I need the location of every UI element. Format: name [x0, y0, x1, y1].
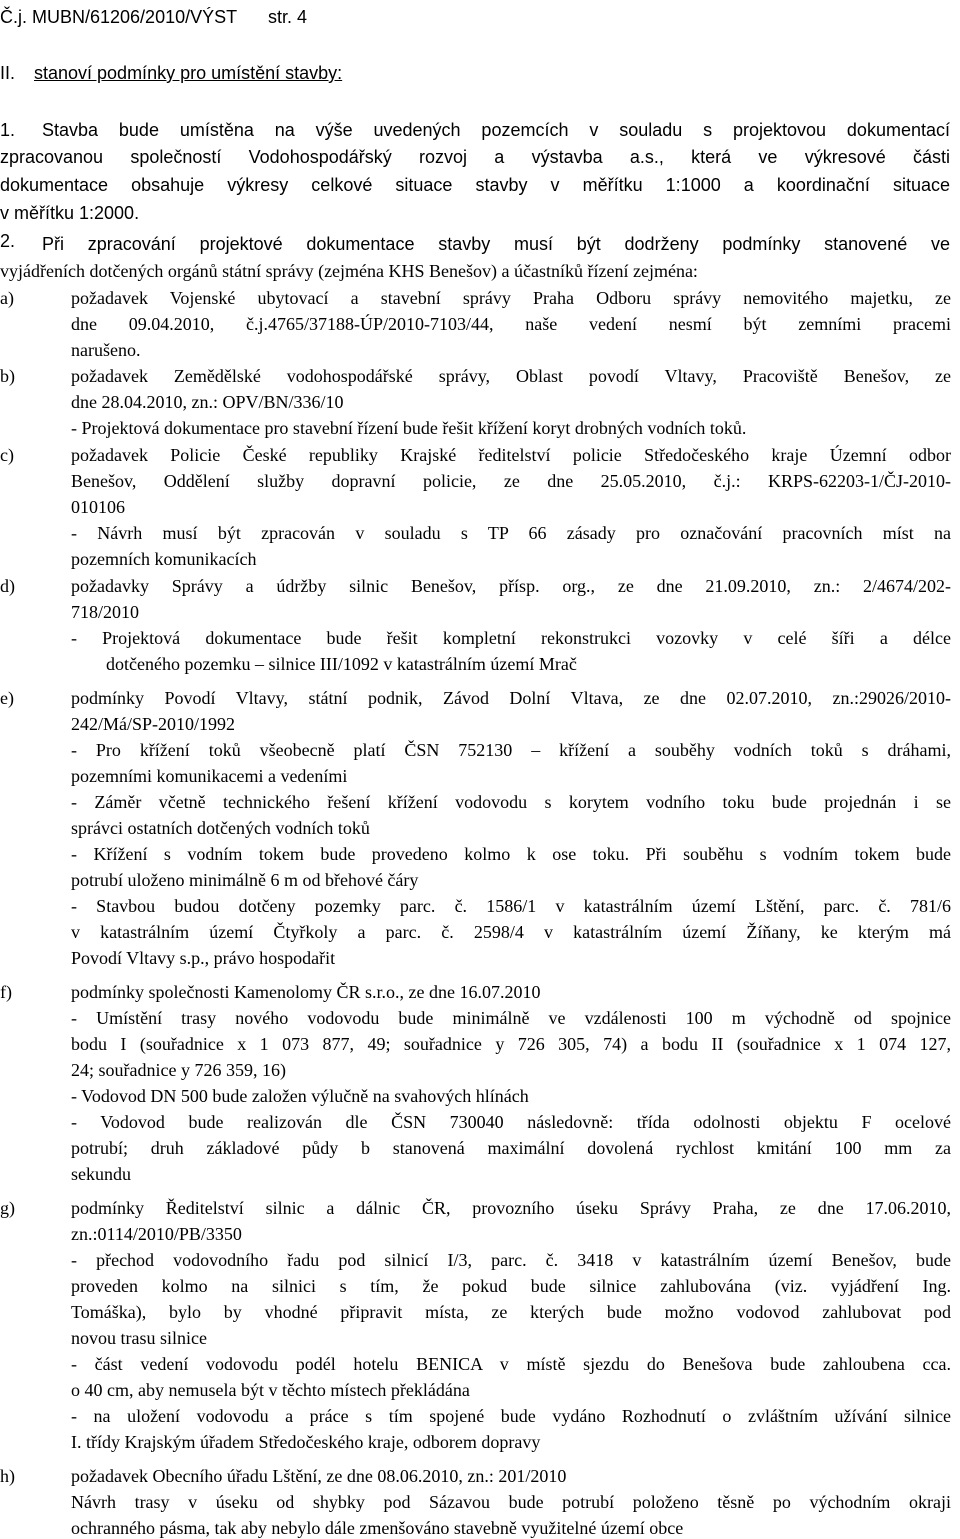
item-line: dne 09.04.2010, č.j.4765/37188-ÚP/2010-7103/44, naše vedení nesmí být zemními pracemi	[71, 314, 951, 334]
item-line: Povodí Vltavy s.p., právo hospodařit	[71, 948, 336, 968]
item-line: potrubí; druh základové půdy b stanovená maximální dovolená rychlost kmitání 100 mm za	[71, 1138, 951, 1158]
section-title: stanoví podmínky pro umístění stavby:	[34, 63, 343, 83]
item-line: zn.:0114/2010/PB/3350	[71, 1224, 242, 1244]
paragraph-line: v měřítku 1:2000.	[0, 203, 140, 223]
item-line: o 40 cm, aby nemusela být v těchto místech překládána	[71, 1380, 470, 1400]
item-line: potrubí uloženo minimálně 6 m od břehové čáry	[71, 870, 419, 890]
paragraph-number: 1.	[0, 120, 16, 140]
document-reference: Č.j. MUBN/61206/2010/VÝST	[0, 7, 238, 27]
item-line: - Vodovod DN 500 bude založen výlučně na svahových hlínách	[71, 1086, 529, 1106]
item-line: dne 28.04.2010, zn.: OPV/BN/336/10	[71, 392, 344, 412]
item-line: Benešov, Oddělení služby dopravní policie, ze dne 25.05.2010, č.j.: KRPS-62203-1/ČJ-2010-	[71, 471, 951, 491]
item-line: - část vedení vodovodu podél hotelu BENICA v místě sjezdu do Benešova bude zahloubena cca.	[71, 1354, 951, 1374]
item-line: - Stavbou budou dotčeny pozemky parc. č. 1586/1 v katastrálním území Lštění, parc. č. 781/6	[71, 896, 951, 916]
item-line: dotčeného pozemku – silnice III/1092 v katastrálním území Mrač	[106, 654, 577, 674]
item-line: ochranného pásma, tak aby nebylo dále zmenšováno stavebně využitelné území obce	[71, 1518, 684, 1538]
item-line: - Pro křížení toků všeobecně platí ČSN 752130 – křížení a souběhy vodních toků s dráhami,	[71, 740, 951, 760]
item-line: Návrh trasy v úseku od shybky pod Sázavou bude potrubí položeno těsně po východním okraji	[71, 1492, 951, 1512]
item-line: Tomáška), bylo by vhodné připravit místa, ze kterých bude možno vodovod zahlubovat pod	[71, 1302, 951, 1322]
item-line: I. třídy Krajským úřadem Středočeského kraje, odborem dopravy	[71, 1432, 541, 1452]
item-line: v katastrálním území Čtyřkoly a parc. č. 2598/4 v katastrálním území Žíňany, ke kterým má	[71, 922, 951, 942]
item-line: správci ostatních dotčených vodních toků	[71, 818, 370, 838]
item-label-d: d)	[0, 576, 15, 596]
item-label-h: h)	[0, 1466, 15, 1486]
item-label-g: g)	[0, 1198, 15, 1218]
item-line: podmínky společnosti Kamenolomy ČR s.r.o., ze dne 16.07.2010	[71, 982, 541, 1002]
item-line: - Projektová dokumentace pro stavební řízení bude řešit křížení koryt drobných vodních toků.	[71, 418, 747, 438]
item-label-f: f)	[0, 982, 12, 1002]
item-line: sekundu	[71, 1164, 131, 1184]
item-line: požadavky Správy a údržby silnic Benešov, přísp. org., ze dne 21.09.2010, zn.: 2/4674/202-	[71, 576, 951, 596]
page-number: str. 4	[268, 7, 308, 27]
item-line: - přechod vodovodního řadu pod silnicí I/3, parc. č. 3418 v katastrálním území Benešov, bude	[71, 1250, 951, 1270]
item-line: - Křížení s vodním tokem bude provedeno kolmo k ose toku. Při souběhu s vodním tokem bude	[71, 844, 951, 864]
item-line: proveden kolmo na silnici s tím, že pokud bude silnice zahlubována (viz. vyjádření Ing.	[71, 1276, 951, 1296]
item-line: podmínky Ředitelství silnic a dálnic ČR, provozního úseku Správy Praha, ze dne 17.06.2010,	[71, 1198, 951, 1218]
item-line: pozemními komunikacemi a vedeními	[71, 766, 348, 786]
item-line: požadavek Zemědělské vodohospodářské správy, Oblast povodí Vltavy, Pracoviště Benešov, ze	[71, 366, 951, 386]
item-line: - Návrh musí být zpracován v souladu s TP 66 zásady pro označování pracovních míst na	[71, 523, 951, 543]
item-label-c: c)	[0, 445, 14, 465]
item-line: - Projektová dokumentace bude řešit kompletní rekonstrukci vozovky v celé šíři a délce	[71, 628, 951, 648]
paragraph-line: vyjádřeních dotčených orgánů státní správy (zejména KHS Benešov) a účastníků řízení zejména:	[0, 261, 698, 281]
paragraph-line: Při zpracování projektové dokumentace stavby musí být dodrženy podmínky stanovené ve	[42, 234, 950, 254]
paragraph-line: dokumentace obsahuje výkresy celkové situace stavby v měřítku 1:1000 a koordinační situace	[0, 175, 950, 195]
paragraph-number: 2.	[0, 231, 16, 251]
item-line: požadavek Vojenské ubytovací a stavební správy Praha Odboru správy nemovitého majetku, ze	[71, 288, 951, 308]
paragraph-line: Stavba bude umístěna na výše uvedených pozemcích v souladu s projektovou dokumentací	[42, 120, 950, 140]
item-line: - Umístění trasy nového vodovodu bude minimálně ve vzdálenosti 100 m východně od spojnice	[71, 1008, 951, 1028]
item-line: - na uložení vodovodu a práce s tím spojené bude vydáno Rozhodnutí o zvláštním užívání silnice	[71, 1406, 951, 1426]
paragraph-line: zpracovanou společností Vodohospodářský rozvoj a výstavba a.s., která ve výkresové části	[0, 147, 950, 167]
item-line: požadavek Obecního úřadu Lštění, ze dne 08.06.2010, zn.: 201/2010	[71, 1466, 567, 1486]
item-label-b: b)	[0, 366, 15, 386]
item-line: novou trasu silnice	[71, 1328, 207, 1348]
item-line: požadavek Policie České republiky Krajské ředitelství policie Středočeského kraje Územní odbor	[71, 445, 951, 465]
item-line: 242/Má/SP-2010/1992	[71, 714, 236, 734]
item-label-e: e)	[0, 688, 14, 708]
item-line: bodu I (souřadnice x 1 073 877, 49; souřadnice y 726 305, 74) a bodu II (souřadnice x 1 074 127,	[71, 1034, 951, 1054]
item-line: - Záměr včetně technického řešení křížení vodovodu s korytem vodního toku bude projednán i se	[71, 792, 951, 812]
item-line: 010106	[71, 497, 125, 517]
item-line: 718/2010	[71, 602, 140, 622]
item-line: podmínky Povodí Vltavy, státní podnik, Závod Dolní Vltava, ze dne 02.07.2010, zn.:29026/2010-	[71, 688, 951, 708]
item-line: narušeno.	[71, 340, 141, 360]
section-number: II.	[0, 63, 16, 83]
item-line: pozemních komunikacích	[71, 549, 257, 569]
item-line: 24; souřadnice y 726 359, 16)	[71, 1060, 286, 1080]
item-label-a: a)	[0, 288, 14, 308]
item-line: - Vodovod bude realizován dle ČSN 730040 následovně: třída odolnosti objektu F ocelové	[71, 1112, 951, 1132]
